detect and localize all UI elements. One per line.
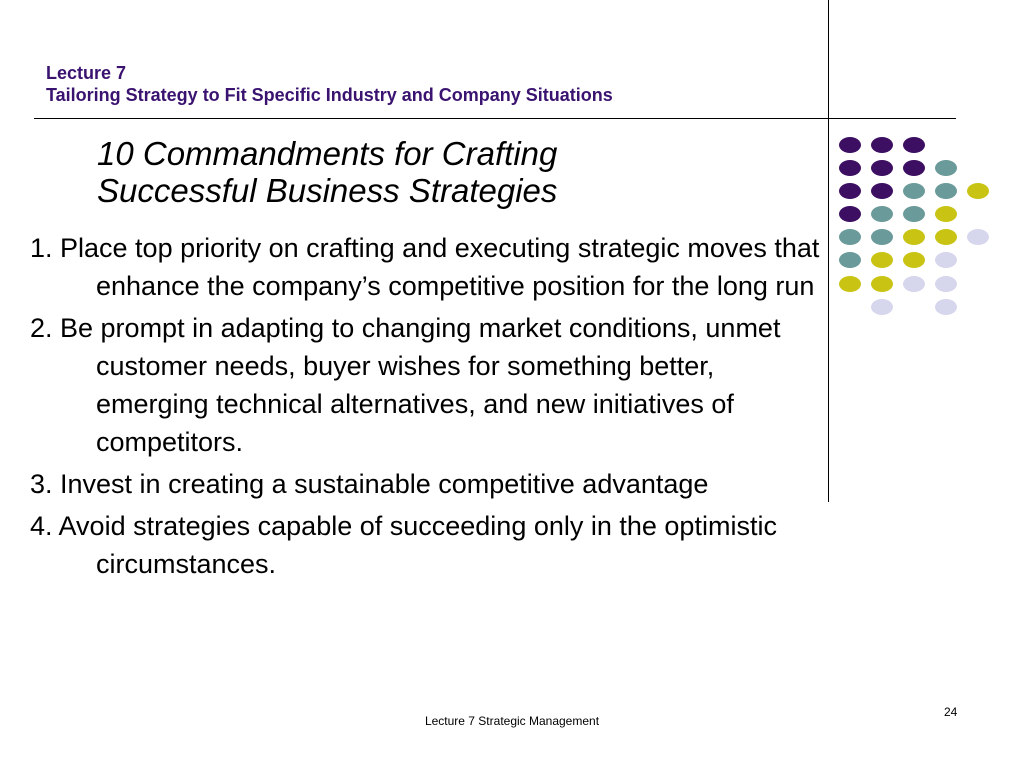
decorative-dot [903, 137, 925, 153]
decorative-dot [871, 160, 893, 176]
list-item: 1. Place top priority on crafting and executing strategic moves that enhance the company’s competitive position for the long run [30, 233, 820, 301]
decorative-dot [871, 183, 893, 199]
decorative-dot [839, 252, 861, 268]
list-item: 2. Be prompt in adapting to changing market conditions, unmet customer needs, buyer wishes for something better, emerging technical alternatives, and new initiatives of competitors. [30, 313, 781, 457]
subtitle-line-2: Successful Business Strategies [97, 172, 558, 209]
decorative-dot [839, 137, 861, 153]
decorative-dot [839, 183, 861, 199]
decorative-dot [871, 276, 893, 292]
decorative-dot [967, 183, 989, 199]
decorative-dot [839, 229, 861, 245]
slide-header [46, 62, 613, 106]
slide-footer: Lecture 7 Strategic Management [424, 714, 600, 728]
decorative-dot [903, 206, 925, 222]
decorative-dot [871, 137, 893, 153]
decorative-dot [903, 183, 925, 199]
decorative-dot [839, 206, 861, 222]
lecture-label: Lecture 7 [46, 63, 127, 83]
lecture-title: Tailoring Strategy to Fit Specific Industry and Company Situations [46, 85, 613, 105]
decorative-dot [935, 160, 957, 176]
decorative-dot [903, 252, 925, 268]
subtitle-line-1: 10 Commandments for Crafting [97, 135, 558, 172]
decorative-dot [839, 276, 861, 292]
decorative-dot [903, 229, 925, 245]
decorative-dot [871, 252, 893, 268]
decorative-dot [871, 299, 893, 315]
page-number: 24 [944, 705, 958, 719]
commandments-list [30, 229, 830, 587]
decorative-dot [871, 229, 893, 245]
decorative-dot [935, 299, 957, 315]
decorative-dot [903, 160, 925, 176]
decorative-dot [935, 206, 957, 222]
decorative-dot [871, 206, 893, 222]
decorative-dot [839, 160, 861, 176]
slide-subtitle [97, 135, 717, 209]
decorative-dot [967, 229, 989, 245]
decorative-dot [935, 229, 957, 245]
list-item: 4. Avoid strategies capable of succeeding only in the optimistic circumstances. [30, 511, 777, 579]
decorative-dot [935, 252, 957, 268]
list-item: 3. Invest in creating a sustainable competitive advantage [30, 469, 709, 499]
horizontal-divider [34, 118, 956, 119]
decorative-dot [935, 276, 957, 292]
decorative-dot [903, 276, 925, 292]
decorative-dot [935, 183, 957, 199]
